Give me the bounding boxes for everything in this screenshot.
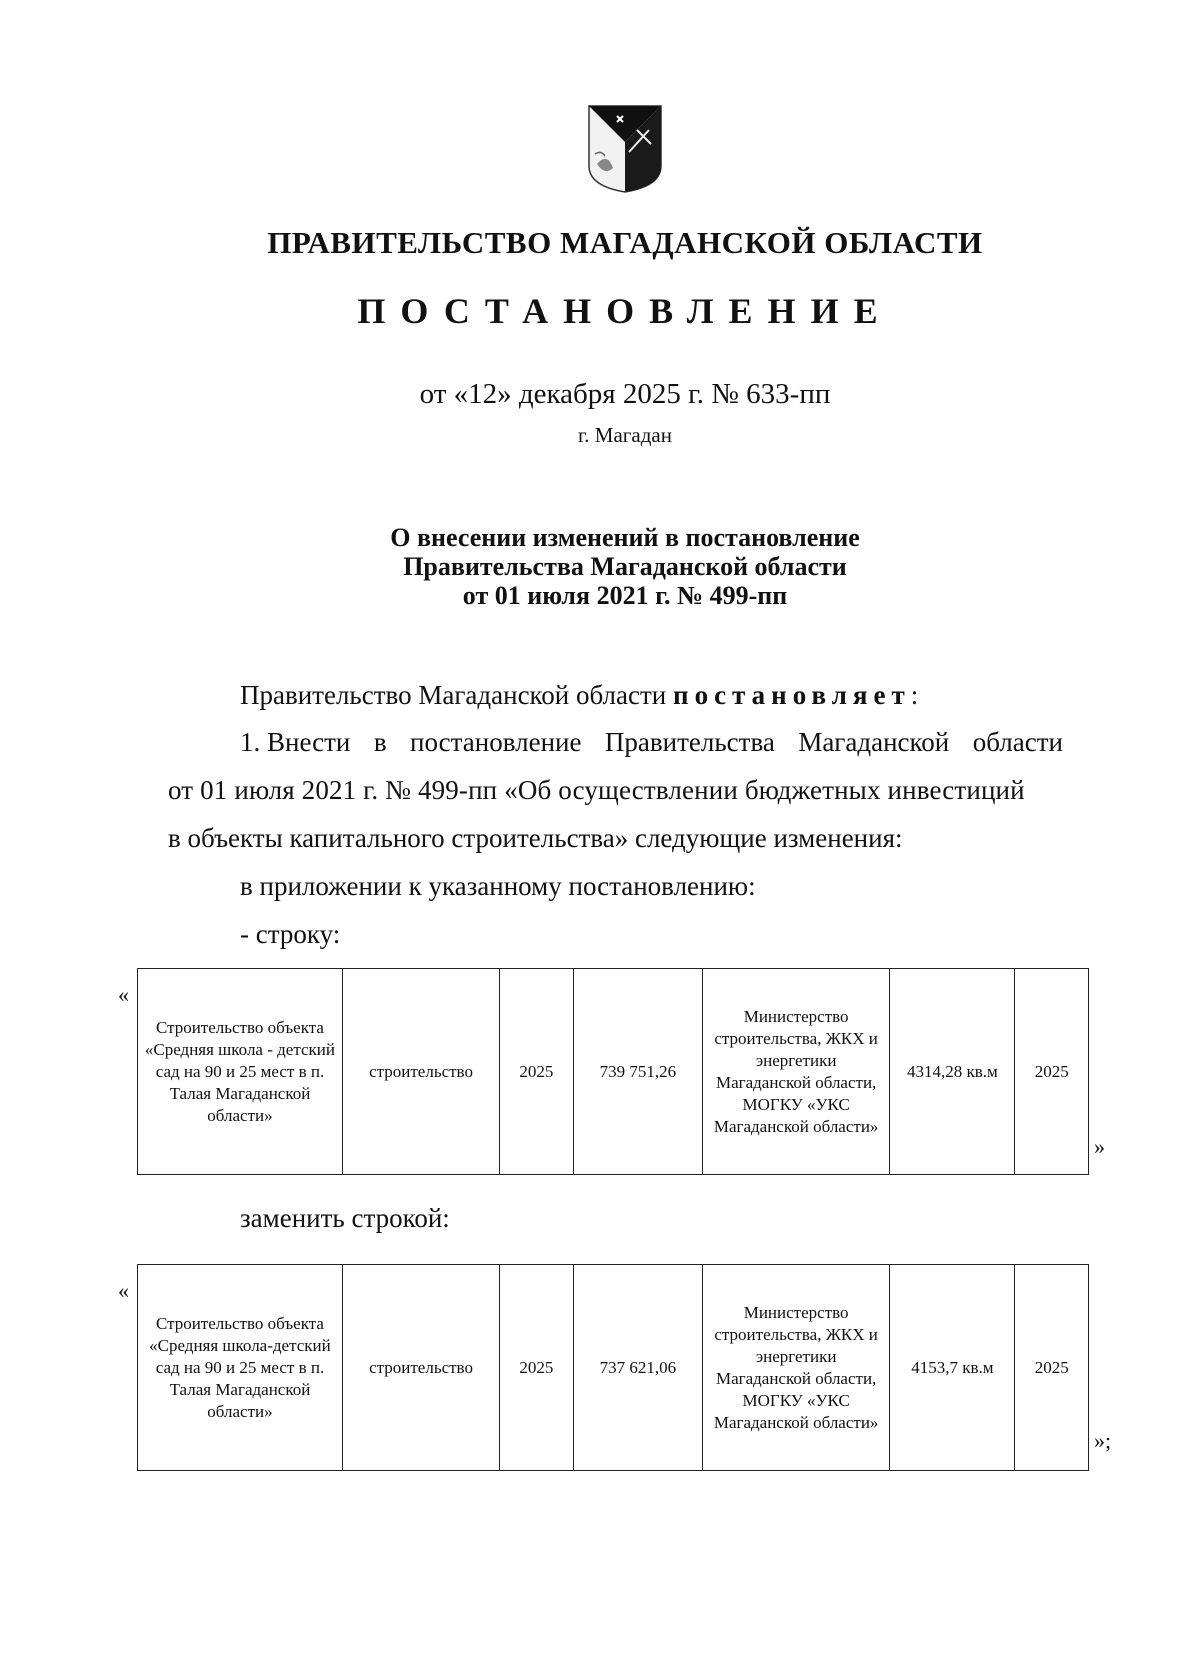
- item1-word: Магаданской: [798, 727, 950, 757]
- amount-cell: 739 751,26: [573, 969, 702, 1175]
- work-type-cell: строительство: [342, 969, 499, 1175]
- old-row-table: [137, 968, 1089, 1175]
- capacity-cell: 4153,7 кв.м: [890, 1265, 1015, 1471]
- customer-cell: Министерство строительства, ЖКХ и энергетики Магаданской области, МОГКУ «УКС Магаданской области»: [702, 969, 889, 1175]
- item1-word: постановление: [410, 727, 582, 757]
- new-row-table: [137, 1264, 1089, 1471]
- item1-line1: [240, 727, 1063, 758]
- capacity-cell: 4314,28 кв.м: [890, 969, 1015, 1175]
- customer-cell: Министерство строительства, ЖКХ и энергетики Магаданской области, МОГКУ «УКС Магаданской области»: [702, 1265, 889, 1471]
- intro-paragraph: [240, 680, 918, 711]
- document-type-heading: ПОСТАНОВЛЕНИЕ: [357, 291, 893, 331]
- subject-line: Правительства Магаданской области: [403, 552, 847, 581]
- organization-title: ПРАВИТЕЛЬСТВО МАГАДАНСКОЙ ОБЛАСТИ: [267, 225, 983, 260]
- close-quote: »: [1094, 1134, 1105, 1159]
- item1-line2: от 01 июля 2021 г. № 499-пп «Об осуществлении бюджетных инвестиций: [168, 775, 1025, 805]
- intro-prefix: Правительство Магаданской области: [240, 680, 667, 710]
- close-quote: »;: [1094, 1428, 1112, 1453]
- table-row: [138, 1265, 1089, 1471]
- object-cell: Строительство объекта «Средняя школа-детский сад на 90 и 25 мест в п. Талая Магаданской области»: [138, 1265, 343, 1471]
- open-quote: «: [118, 1278, 129, 1303]
- year-end-cell: 2025: [1015, 969, 1089, 1175]
- table-row: [138, 969, 1089, 1175]
- row-label: - строку:: [240, 919, 341, 949]
- year-end-cell: 2025: [1015, 1265, 1089, 1471]
- document-subject: [0, 523, 1200, 610]
- item1-word: в: [373, 727, 387, 757]
- item1-word: 1. Внести: [240, 727, 351, 757]
- document-date-number: от «12» декабря 2025 г. № 633-пп: [419, 378, 831, 410]
- appendix-line: в приложении к указанному постановлению:: [240, 871, 756, 901]
- intro-verb: постановляет: [673, 680, 911, 710]
- amount-cell: 737 621,06: [573, 1265, 702, 1471]
- year-start-cell: 2025: [500, 1265, 573, 1471]
- item1-word: Правительства: [604, 727, 775, 757]
- subject-line: от 01 июля 2021 г. № 499-пп: [462, 581, 788, 610]
- document-city: г. Магадан: [578, 423, 672, 447]
- work-type-cell: строительство: [342, 1265, 499, 1471]
- coat-of-arms-emblem: [587, 104, 663, 194]
- intro-suffix: :: [910, 680, 919, 710]
- open-quote: «: [118, 982, 129, 1007]
- item1-word: области: [972, 727, 1063, 757]
- object-cell: Строительство объекта «Средняя школа - детский сад на 90 и 25 мест в п. Талая Магаданской области»: [138, 969, 343, 1175]
- year-start-cell: 2025: [500, 969, 573, 1175]
- subject-line: О внесении изменений в постановление: [390, 523, 860, 552]
- item1-line3: в объекты капитального строительства» следующие изменения:: [168, 823, 903, 853]
- replace-label: заменить строкой:: [240, 1203, 450, 1233]
